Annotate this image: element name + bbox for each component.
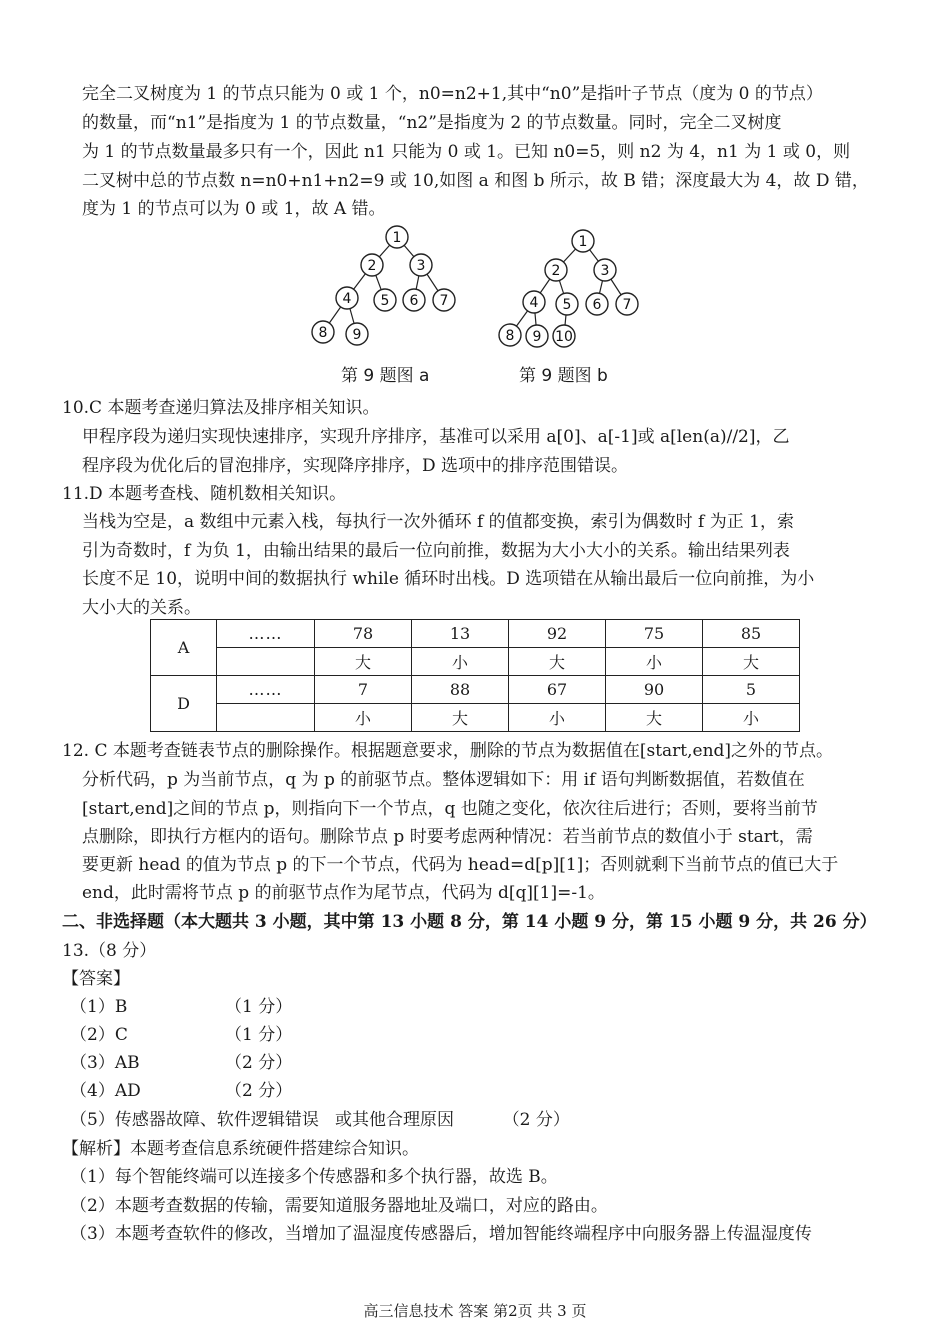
answer-item: （3）AB (70, 1053, 140, 1073)
binary-tree-a (300, 222, 470, 352)
tree-node-label: 10 (555, 329, 573, 345)
tree-node-label: 2 (367, 258, 377, 274)
table-cell: 小 (606, 648, 703, 676)
q9-text-line: 的数量，而“n1”是指度为 1 的节点数量，“n2”是指度为 2 的节点数量。同时，完全二叉树度 (82, 113, 782, 133)
table-cell: 大 (315, 648, 412, 676)
answer-item: （2）C (70, 1025, 128, 1045)
answer-score: （2 分） (225, 1081, 293, 1101)
tree-node-label: 6 (592, 297, 602, 313)
section-title: 二、非选择题（本大题共 3 小题，其中第 13 小题 8 分，第 14 小题 9 分，第 15 小题 9 分，共 26 分） (62, 912, 877, 932)
answer-item: （1）B (70, 997, 128, 1017)
table-cell: 小 (315, 704, 412, 732)
answer-item: （5）传感器故障、软件逻辑错误 或其他合理原因 （2 分） (70, 1110, 570, 1130)
empty-cell (217, 704, 315, 732)
q12-text-line: end，此时需将节点 p 的前驱节点作为尾节点，代码为 d[q][1]=-1。 (82, 883, 605, 903)
tree-node-label: 3 (600, 263, 610, 279)
q9-text-line: 二叉树中总的节点数 n=n0+n1+n2=9 或 10,如图 a 和图 b 所示，故 B 错；深度最大为 4，故 D 错， (82, 171, 869, 191)
tree-node-label: 9 (532, 329, 542, 345)
q11-text-line: 当栈为空是，a 数组中元素入栈，每执行一次外循环 f 的值都变换，索引为偶数时 f 为正 1，索 (82, 512, 794, 532)
tree-node-label: 1 (392, 230, 402, 246)
q12-text-line: 点删除，即执行方框内的语句。删除节点 p 时要考虑两种情况：若当前节点的数值小于 start，需 (82, 827, 813, 847)
table-row (151, 620, 800, 648)
tree-node-label: 7 (439, 293, 449, 309)
q13-header: 13.（8 分） (62, 941, 157, 961)
answer-item: （4）AD (70, 1081, 141, 1101)
tree-node-label: 6 (409, 293, 419, 309)
table-row (151, 648, 800, 676)
table-cell: 13 (412, 620, 509, 648)
analysis-heading (62, 1137, 419, 1161)
ellipsis-cell: …… (217, 620, 315, 648)
stack-sequence-table (150, 619, 800, 732)
tree-node-label: 7 (622, 297, 632, 313)
answer-score: （1 分） (225, 1025, 293, 1045)
table-cell: 67 (509, 676, 606, 704)
q12-text-line: 分析代码，p 为当前节点，q 为 p 的前驱节点。整体逻辑如下：用 if 语句判断数据值，若数值在 (82, 770, 805, 790)
table-row (151, 704, 800, 732)
table-cell: 90 (606, 676, 703, 704)
tree-node-label: 8 (505, 328, 515, 344)
row-label: D (151, 676, 217, 732)
q9-text-line: 度为 1 的节点可以为 0 或 1，故 A 错。 (82, 199, 386, 219)
tree-node-label: 4 (342, 291, 352, 307)
answer-score: （1 分） (225, 997, 293, 1017)
table-cell: 小 (703, 704, 800, 732)
table-cell: 大 (509, 648, 606, 676)
q10-text-line: 甲程序段为递归实现快速排序，实现升序排序，基准可以采用 a[0]、a[-1]或 a[len(a)//2]，乙 (82, 427, 790, 447)
tree-node-label: 2 (551, 263, 561, 279)
q11-text-line: 大小大的关系。 (82, 598, 201, 618)
tree-node-label: 8 (318, 325, 328, 341)
tree-node-label: 5 (380, 293, 390, 309)
row-label: A (151, 620, 217, 676)
tree-node-label: 9 (352, 327, 362, 343)
analysis-line: （1）每个智能终端可以连接多个传感器和多个执行器，故选 B。 (70, 1167, 558, 1187)
table-cell: 78 (315, 620, 412, 648)
figure-a-caption: 第 9 题图 a (341, 366, 430, 386)
tree-node-label: 4 (529, 295, 539, 311)
table-cell: 小 (509, 704, 606, 732)
answer-label: 【答案】 (62, 969, 130, 989)
empty-cell (217, 648, 315, 676)
analysis-line: （3）本题考查软件的修改，当增加了温湿度传感器后，增加智能终端程序中向服务器上传温湿度传 (70, 1224, 812, 1244)
table-cell: 大 (703, 648, 800, 676)
q11-text-line: 长度不足 10，说明中间的数据执行 while 循环时出栈。D 选项错在从输出最后一位向前推，为小 (82, 569, 815, 589)
table-cell: 大 (606, 704, 703, 732)
q12-text-line: 12. C 本题考查链表节点的删除操作。根据题意要求，删除的节点为数据值在[start,end]之外的节点。 (62, 741, 834, 761)
q11-text-line: 引为奇数时，f 为负 1，由输出结果的最后一位向前推，数据为大小大小的关系。输出结果列表 (82, 541, 790, 561)
analysis-intro: 本题考查信息系统硬件搭建综合知识。 (130, 1139, 419, 1159)
page-footer: 高三信息技术 答案 第2页 共 3 页 (363, 1302, 587, 1320)
table-cell: 5 (703, 676, 800, 704)
figure-b-caption: 第 9 题图 b (519, 366, 608, 386)
table-cell: 85 (703, 620, 800, 648)
answer-score: （2 分） (225, 1053, 293, 1073)
ellipsis-cell: …… (217, 676, 315, 704)
q10-header: 10.C 本题考查递归算法及排序相关知识。 (62, 398, 380, 418)
tree-node-label: 3 (416, 258, 426, 274)
q9-text-line: 为 1 的节点数量最多只有一个，因此 n1 只能为 0 或 1。已知 n0=5，则 n2 为 4，n1 为 1 或 0，则 (82, 142, 851, 162)
table-cell: 小 (412, 648, 509, 676)
table-cell: 大 (412, 704, 509, 732)
table-row (151, 676, 800, 704)
q9-text-line: 完全二叉树度为 1 的节点只能为 0 或 1 个，n0=n2+1,其中“n0”是指叶子节点（度为 0 的节点） (82, 84, 823, 104)
table-cell: 92 (509, 620, 606, 648)
binary-tree-b (490, 226, 650, 356)
table-cell: 88 (412, 676, 509, 704)
analysis-line: （2）本题考查数据的传输，需要知道服务器地址及端口，对应的路由。 (70, 1196, 608, 1216)
q12-text-line: [start,end]之间的节点 p，则指向下一个节点，q 也随之变化，依次往后进行；否则，要将当前节 (82, 799, 818, 819)
q11-header: 11.D 本题考查栈、随机数相关知识。 (62, 484, 347, 504)
table-cell: 7 (315, 676, 412, 704)
tree-node-label: 1 (578, 234, 588, 250)
q10-text-line: 程序段为优化后的冒泡排序，实现降序排序，D 选项中的排序范围错误。 (82, 456, 629, 476)
q12-text-line: 要更新 head 的值为节点 p 的下一个节点，代码为 head=d[p][1]；否则就剩下当前节点的值已大于 (82, 855, 839, 875)
tree-node-label: 5 (562, 297, 572, 313)
table-cell: 75 (606, 620, 703, 648)
analysis-label: 【解析】 (62, 1139, 130, 1159)
